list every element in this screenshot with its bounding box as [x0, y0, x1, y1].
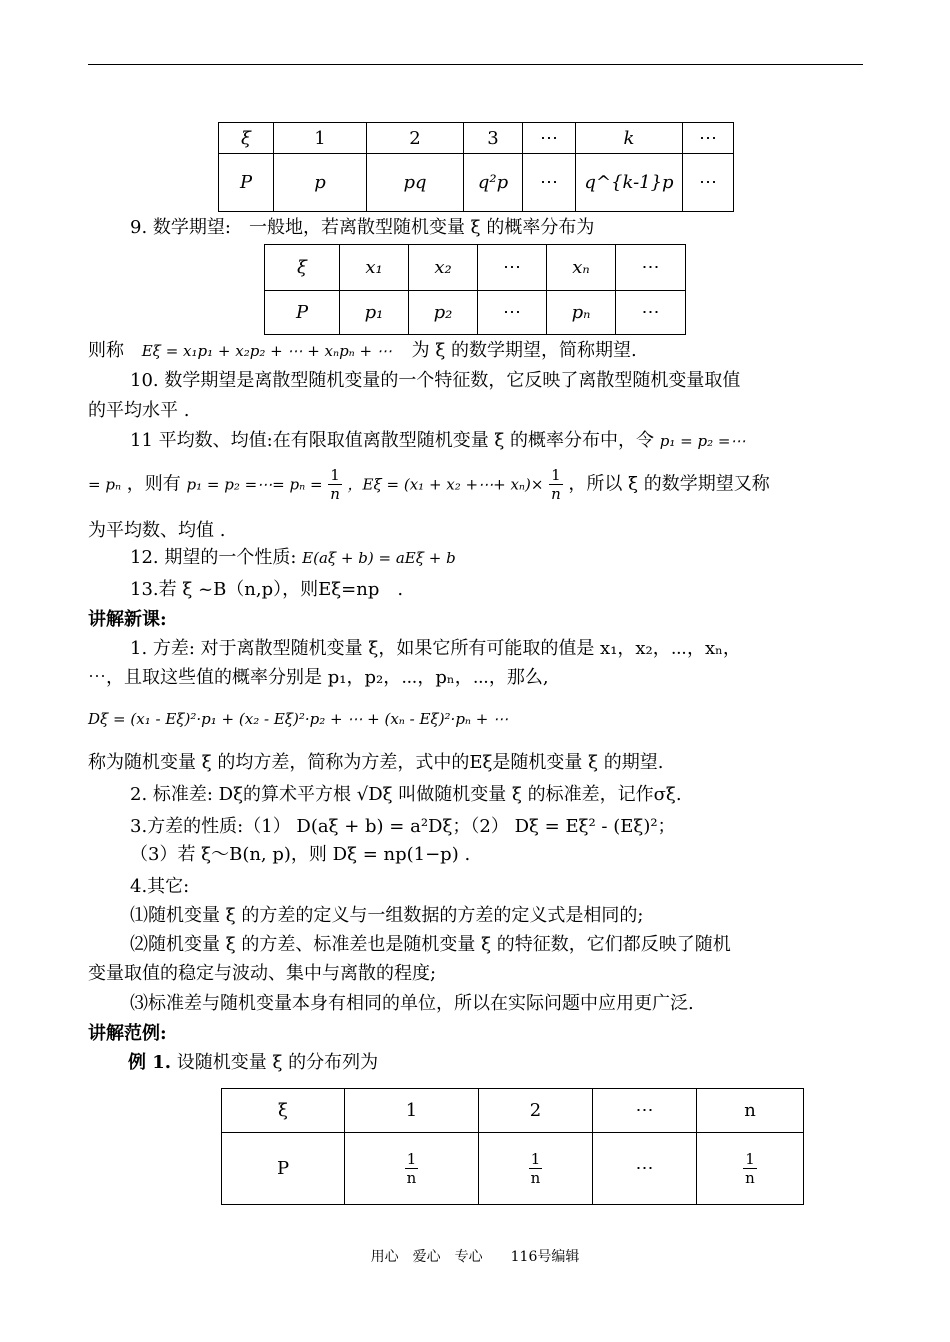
item-9: 9. 数学期望: 一般地，若离散型随机变量 ξ 的概率分布为 — [130, 217, 595, 238]
den: n — [330, 485, 340, 503]
formula: p₁ = p₂ =⋯= pₙ = — [186, 475, 323, 494]
cell: p₂ — [409, 291, 478, 335]
heading-examples: 讲解范例: — [88, 1023, 167, 1044]
item-13: 13.若 ξ ~B（n,p），则Eξ=np . — [130, 579, 404, 600]
num: 1 — [406, 1150, 417, 1168]
fraction — [405, 1150, 419, 1187]
item-11-line1 — [130, 428, 745, 454]
cell: x₂ — [409, 245, 478, 291]
variance-props-2: （3）若 ξ～B(n, p)，则 Dξ = np(1−p) . — [130, 844, 471, 865]
cell: ⋯ — [683, 154, 734, 212]
cell: pq — [367, 154, 464, 212]
other-heading: 4.其它: — [130, 876, 190, 897]
cell: ⋯ — [616, 245, 686, 291]
std-dev: 2. 标准差: Dξ的算术平方根 √Dξ 叫做随机变量 ξ 的标准差，记作σξ. — [130, 784, 682, 805]
cell: ⋯ — [593, 1133, 697, 1205]
cell: 1 — [345, 1089, 479, 1133]
cell: ξ — [219, 123, 274, 154]
cell: q²p — [464, 154, 523, 212]
other-3: ⑶标准差与随机变量本身有相同的单位，所以在实际问题中应用更广泛. — [130, 993, 694, 1014]
distribution-table-uniform — [221, 1088, 804, 1205]
cell: ξ — [222, 1089, 345, 1133]
cell: p₁ — [340, 291, 409, 335]
other-2b: 变量取值的稳定与波动、集中与离散的程度; — [88, 963, 437, 984]
cell: p — [274, 154, 367, 212]
formula: Eξ = x₁p₁ + x₂p₂ + ⋯ + xₙpₙ + ⋯ — [141, 342, 392, 360]
distribution-table-general — [264, 244, 686, 335]
cell: ⋯ — [683, 123, 734, 154]
fraction — [549, 466, 563, 503]
cell: xₙ — [547, 245, 616, 291]
cell: pₙ — [547, 291, 616, 335]
heading-new-lesson: 讲解新课: — [88, 609, 167, 630]
cell: n — [697, 1089, 804, 1133]
formula: ，Eξ = (x₁ + x₂ +⋯+ xₙ)× — [347, 475, 544, 494]
page-footer: 用心 爱心 专心 116号编辑 — [370, 1249, 580, 1265]
item-12 — [130, 545, 456, 571]
cell: ⋯ — [523, 123, 576, 154]
cell: ⋯ — [616, 291, 686, 335]
text: 为 ξ 的数学期望，简称期望. — [411, 340, 637, 361]
formula: p₁ = p₂ =⋯ — [659, 432, 746, 450]
fraction — [743, 1150, 757, 1187]
cell: q^{k-1}p — [576, 154, 683, 212]
formula: E(aξ + b) = aEξ + b — [302, 549, 456, 567]
text: ，则有 — [126, 473, 181, 495]
cell — [697, 1133, 804, 1205]
num: 1 — [330, 466, 340, 484]
cell: ⋯ — [523, 154, 576, 212]
fraction — [328, 466, 342, 503]
item-11-line2 — [88, 466, 770, 503]
fraction — [529, 1150, 543, 1187]
other-1: ⑴随机变量 ξ 的方差的定义与一组数据的方差的定义式是相同的; — [130, 905, 644, 926]
example-1 — [128, 1050, 378, 1076]
num: 1 — [551, 466, 561, 484]
formula: = pₙ — [88, 475, 122, 494]
cell — [345, 1133, 479, 1205]
num: 1 — [745, 1150, 755, 1168]
cell: 3 — [464, 123, 523, 154]
variance-line3: 称为随机变量 ξ 的均方差，简称为方差，式中的Eξ是随机变量 ξ 的期望. — [88, 752, 664, 773]
cell: ⋯ — [478, 291, 547, 335]
cell: P — [265, 291, 340, 335]
cell: P — [222, 1133, 345, 1205]
cell — [479, 1133, 593, 1205]
den: n — [745, 1169, 755, 1187]
expectation-definition — [88, 338, 637, 364]
item-10-line2: 的平均水平 . — [88, 400, 190, 421]
cell: ξ — [265, 245, 340, 291]
cell: P — [219, 154, 274, 212]
den: n — [551, 485, 561, 503]
cell: 2 — [479, 1089, 593, 1133]
cell: 2 — [367, 123, 464, 154]
variance-line2: ⋯，且取这些值的概率分别是 p₁，p₂，⋯，pₙ，⋯，那么, — [88, 667, 549, 688]
variance-formula: Dξ = (x₁ - Eξ)²·p₁ + (x₂ - Eξ)²·p₂ + ⋯ + (xₙ - Eξ)²·pₙ + ⋯ — [88, 710, 509, 728]
text: 设随机变量 ξ 的分布列为 — [176, 1052, 379, 1073]
distribution-table-geometric — [218, 122, 734, 212]
header-rule — [88, 64, 863, 65]
other-2a: ⑵随机变量 ξ 的方差、标准差也是随机变量 ξ 的特征数，它们都反映了随机 — [130, 934, 731, 955]
variance-props-1: 3.方差的性质:（1） D(aξ + b) = a²Dξ；（2） Dξ = Eξ² - (Eξ)²； — [130, 816, 676, 837]
num: 1 — [530, 1150, 541, 1168]
item-10-line1: 10. 数学期望是离散型随机变量的一个特征数，它反映了离散型随机变量取值 — [130, 370, 741, 391]
text: ，所以 ξ 的数学期望又称 — [568, 473, 770, 495]
cell: 1 — [274, 123, 367, 154]
cell: ⋯ — [478, 245, 547, 291]
example-label: 例 1. — [128, 1052, 172, 1073]
text: 则称 — [88, 340, 124, 361]
text: 12. 期望的一个性质: — [130, 547, 297, 568]
cell: x₁ — [340, 245, 409, 291]
cell: k — [576, 123, 683, 154]
den: n — [530, 1169, 541, 1187]
cell: ⋯ — [593, 1089, 697, 1133]
den: n — [406, 1169, 417, 1187]
item-11-line3: 为平均数、均值 . — [88, 520, 226, 541]
text: 11 平均数、均值:在有限取值离散型随机变量 ξ 的概率分布中，令 — [130, 430, 655, 451]
variance-line1: 1. 方差: 对于离散型随机变量 ξ，如果它所有可能取的值是 x₁，x₂，⋯，xₙ， — [130, 638, 741, 659]
